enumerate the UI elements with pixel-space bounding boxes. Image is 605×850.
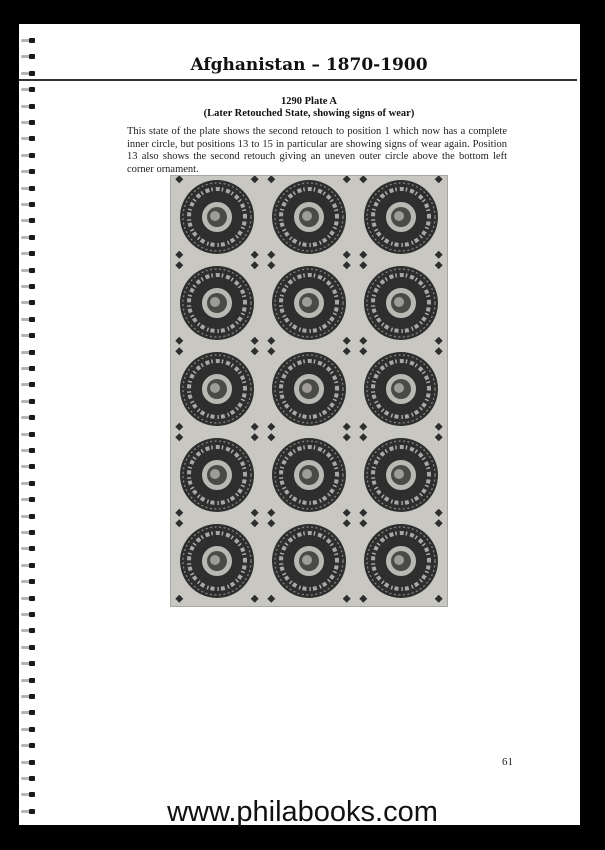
corner-ornament [435,251,443,259]
corner-ornament [359,433,367,441]
stamp-position-11 [267,433,350,516]
binding-ring [21,512,37,521]
binding-ring [21,413,37,422]
binding-ring [21,348,37,357]
corner-ornament [175,423,183,431]
corner-ornament [175,433,183,441]
corner-ornament [435,176,443,183]
binding-ring [21,676,37,685]
corner-ornament [343,433,351,441]
binding-ring [21,446,37,455]
binding-ring [21,594,37,603]
corner-ornament [343,509,351,517]
binding-ring [21,315,37,324]
corner-ornament [435,423,443,431]
binding-ring [21,725,37,734]
corner-ornament [175,519,183,527]
binding-ring [21,774,37,783]
corner-ornament [251,347,259,355]
binding-ring [21,397,37,406]
corner-ornament [251,423,259,431]
corner-ornament [175,251,183,259]
binding-ring [21,544,37,553]
corner-ornament [435,509,443,517]
binding-ring [21,758,37,767]
corner-ornament [435,433,443,441]
corner-ornament [359,337,367,345]
binding-ring [21,331,37,340]
corner-ornament [175,176,183,183]
binding-ring [21,151,37,160]
corner-ornament [343,176,351,183]
page-number: 61 [502,756,513,768]
binding-ring [21,577,37,586]
corner-ornament [359,176,367,183]
corner-ornament [359,509,367,517]
corner-ornament [267,347,275,355]
stamp-position-5 [267,261,350,344]
corner-ornament [267,423,275,431]
corner-ornament [251,251,259,259]
binding-ring [21,85,37,94]
stamp-position-4 [175,261,258,344]
binding-ring [21,626,37,635]
binding-ring [21,200,37,209]
binding-ring [21,167,37,176]
corner-ornament [251,176,259,183]
corner-ornament [175,509,183,517]
corner-ornament [359,423,367,431]
corner-ornament [175,261,183,269]
stamp-position-8 [267,347,350,430]
corner-ornament [251,433,259,441]
binding-ring [21,184,37,193]
binding-ring [21,380,37,389]
corner-ornament [435,519,443,527]
title-divider [19,79,577,81]
corner-ornament [343,519,351,527]
binding-ring [21,266,37,275]
corner-ornament [175,595,183,603]
corner-ornament [359,251,367,259]
binding-ring [21,462,37,471]
binding-ring [21,249,37,258]
corner-ornament [343,595,351,603]
binding-ring [21,610,37,619]
binding-ring [21,364,37,373]
corner-ornament [251,261,259,269]
stamp-position-3 [359,176,442,259]
stamp-position-2 [267,176,350,259]
website-footer: www.philabooks.com [167,796,438,828]
binding-ring [21,36,37,45]
corner-ornament [251,337,259,345]
stamp-position-9 [359,347,442,430]
binding-ring [21,643,37,652]
corner-ornament [267,337,275,345]
description-paragraph: This state of the plate shows the second retouch to position 1 which now has a complete inner circle, but positions 13 to 15 in particular are showing signs of wear again. Position 13 also shows the second retouch giving an uneven outer circle above the bottom left corner ornament. [127,126,507,175]
corner-ornament [267,433,275,441]
page-title: Afghanistan – 1870-1900 [190,55,428,75]
stamp-position-7 [175,347,258,430]
binding-ring [21,479,37,488]
corner-ornament [175,337,183,345]
book-page [19,24,580,825]
corner-ornament [343,347,351,355]
corner-ornament [343,251,351,259]
binding-ring [21,495,37,504]
corner-ornament [435,337,443,345]
stamp-position-10 [175,433,258,516]
corner-ornament [251,519,259,527]
binding-ring [21,102,37,111]
corner-ornament [251,595,259,603]
stamp-position-12 [359,433,442,516]
corner-ornament [251,509,259,517]
binding-ring [21,528,37,537]
corner-ornament [359,595,367,603]
spiral-binding [19,36,41,825]
binding-ring [21,69,37,78]
binding-ring [21,708,37,717]
corner-ornament [359,519,367,527]
corner-ornament [343,423,351,431]
corner-ornament [267,519,275,527]
corner-ornament [267,251,275,259]
binding-ring [21,298,37,307]
corner-ornament [359,347,367,355]
binding-ring [21,741,37,750]
stamp-position-13 [175,519,258,602]
binding-ring [21,282,37,291]
binding-ring [21,561,37,570]
corner-ornament [267,261,275,269]
stamp-position-6 [359,261,442,344]
corner-ornament [343,261,351,269]
corner-ornament [267,176,275,183]
binding-ring [21,430,37,439]
corner-ornament [435,595,443,603]
corner-ornament [435,347,443,355]
binding-ring [21,134,37,143]
corner-ornament [175,347,183,355]
corner-ornament [267,595,275,603]
corner-ornament [267,509,275,517]
binding-ring [21,52,37,61]
section-heading: 1290 Plate A [281,96,337,107]
stamp-plate-image [170,175,448,607]
stamp-position-1 [175,176,258,259]
corner-ornament [343,337,351,345]
corner-ornament [435,261,443,269]
stamp-position-15 [359,519,442,602]
binding-ring [21,216,37,225]
binding-ring [21,692,37,701]
binding-ring [21,118,37,127]
binding-ring [21,233,37,242]
stamp-position-14 [267,519,350,602]
corner-ornament [359,261,367,269]
binding-ring [21,659,37,668]
section-subheading: (Later Retouched State, showing signs of wear) [203,108,415,119]
